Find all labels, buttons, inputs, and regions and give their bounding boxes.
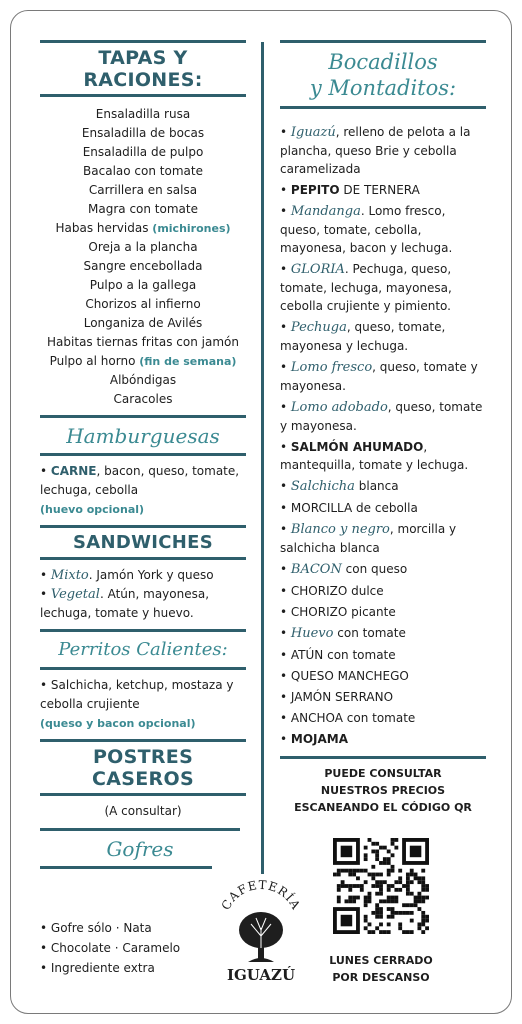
postres-title-line1: POSTRES [92, 746, 194, 768]
gofres-item: • Gofre sólo · Nata [40, 921, 152, 935]
qr-code[interactable] [333, 838, 429, 934]
tapas-item-name: Habitas tiernas fritas con jamón [47, 335, 239, 349]
bocadillo-item-desc: picante [347, 605, 396, 619]
tapas-item [40, 295, 246, 314]
postres-note: (A consultar) [104, 804, 182, 818]
hamburguesa-note: (huevo opcional) [40, 503, 145, 516]
gofres-list [40, 918, 220, 978]
perritos-title: Perritos Calientes: [58, 639, 228, 660]
bocadillo-item-name: BACON [290, 562, 342, 577]
bocadillo-item-desc: con tomate [333, 626, 406, 640]
perritos-desc: • Salchicha, ketchup, mostaza y cebolla crujiente [40, 678, 234, 711]
tapas-item-name: Ensaladilla de bocas [81, 126, 205, 140]
gofres-item: • Chocolate · Caramelo [40, 941, 181, 955]
tapas-item-name: Pulpo al horno [49, 354, 136, 368]
bocadillo-item: • CHORIZO picante [280, 605, 396, 619]
gofres-title: Gofres [106, 837, 174, 861]
tapas-item [40, 124, 246, 143]
logo-bottom-text: IGUAZÚ [226, 966, 296, 984]
logo-top-text: CAFETERÍA [218, 878, 304, 913]
tapas-item-name: Sangre encebollada [83, 259, 203, 273]
bocadillo-item: • Huevo con tomate [280, 626, 406, 641]
bocadillo-item-name: CHORIZO [290, 584, 348, 598]
consult-text [280, 765, 486, 816]
tapas-title [40, 43, 246, 94]
tapas-item [40, 143, 246, 162]
bocadillo-item-desc: , mantequilla, tomate y lechuga. [280, 440, 469, 472]
column-divider [261, 42, 264, 874]
bocadillos-list [280, 123, 486, 748]
consult-line2: NUESTROS PRECIOS [320, 784, 446, 797]
sandwich-item-desc: . Jamón York y queso [88, 568, 214, 582]
perritos-item [40, 676, 246, 733]
rule [280, 756, 486, 759]
svg-text:CAFETERÍA [219, 878, 304, 912]
bocadillo-item-name: Lomo fresco [290, 360, 373, 375]
tapas-item [40, 333, 246, 352]
gofres-item: • Ingrediente extra [40, 961, 155, 975]
cafeteria-iguazu-logo [218, 878, 304, 988]
bullet: • [40, 464, 48, 478]
tapas-item-name: Caracoles [113, 392, 173, 406]
tapas-item-name: Chorizos al infierno [85, 297, 201, 311]
rule [40, 667, 246, 670]
bocadillo-item-desc: , queso, tomate y mayonesa. [280, 360, 478, 393]
bocadillo-item: • PEPITO DE TERNERA [280, 183, 420, 197]
bocadillo-item-desc: , queso, tomate, mayonesa y lechuga. [280, 320, 446, 353]
bocadillo-item-name: MOJAMA [290, 732, 349, 746]
bocadillo-item-name: QUESO MANCHEGO [290, 669, 409, 683]
tapas-item-name: Albóndigas [109, 373, 177, 387]
bocadillos-title-line1: Bocadillos [328, 50, 438, 74]
bocadillo-item-desc: blanca [354, 479, 399, 493]
bocadillo-item-name: CHORIZO [290, 605, 348, 619]
tapas-item [40, 257, 246, 276]
tapas-item-name: Magra con tomate [88, 202, 198, 216]
tapas-item-name: Oreja a la plancha [88, 240, 198, 254]
bocadillo-item: • SALMÓN AHUMADO, mantequilla, tomate y lechuga. [280, 440, 469, 472]
bocadillo-item-name: Huevo [290, 626, 334, 641]
sandwich-item: • Vegetal. Atún, mayonesa, lechuga, tomate y huevo. [40, 587, 210, 620]
rule [40, 866, 212, 869]
sandwiches-title: SANDWICHES [73, 532, 213, 553]
bocadillo-item-desc: con tomate [323, 648, 396, 662]
tapas-list [40, 105, 246, 409]
hamburguesa-desc: , bacon, queso, tomate, lechuga, cebolla [40, 464, 240, 497]
bocadillo-item-name: SALMÓN AHUMADO [290, 440, 424, 454]
tapas-item [40, 314, 246, 333]
bocadillo-item-desc: , relleno de pelota a la plancha, queso Brie y cebolla caramelizada [280, 125, 471, 176]
bocadillos-title-line2: y Montaditos: [309, 76, 457, 100]
bocadillo-item: • BACON con queso [280, 562, 408, 577]
hamburguesa-name: CARNE [50, 464, 97, 478]
bocadillo-item: • ATÚN con tomate [280, 648, 396, 662]
bocadillo-item: • Salchicha blanca [280, 479, 399, 494]
bocadillo-item-name: Iguazú [290, 125, 336, 140]
bocadillo-item-desc: . Lomo fresco, queso, tomate, cebolla, mayonesa, bacon y lechuga. [280, 204, 453, 255]
bocadillo-item: • Blanco y negro, morcilla y salchicha blanca [280, 522, 457, 555]
tapas-title-line2: RACIONES: [83, 69, 203, 91]
tapas-item-name: Ensaladilla rusa [95, 107, 191, 121]
consult-line1: PUEDE CONSULTAR [324, 767, 442, 780]
closed-line1: LUNES CERRADO [329, 954, 433, 967]
tapas-title-line1: TAPAS Y [98, 47, 188, 69]
left-column [40, 40, 246, 869]
consult-line3: ESCANEANDO EL CÓDIGO QR [294, 801, 472, 814]
bocadillos-title [280, 43, 486, 106]
bocadillo-item-desc: DE TERNERA [339, 183, 420, 197]
right-column [280, 40, 486, 816]
tapas-item [40, 181, 246, 200]
rule [280, 106, 486, 109]
tapas-item [40, 162, 246, 181]
tapas-item [40, 371, 246, 390]
tapas-item [40, 238, 246, 257]
sandwich-item-desc: . Atún, mayonesa, lechuga, tomate y huevo. [40, 587, 210, 620]
rule [40, 94, 246, 97]
bocadillo-item: • MORCILLA de cebolla [280, 501, 418, 515]
bocadillo-item: • ANCHOA con tomate [280, 711, 416, 725]
bocadillo-item-name: MORCILLA [290, 501, 353, 515]
tapas-item-note: (michirones) [152, 222, 231, 235]
perritos-note: (queso y bacon opcional) [40, 717, 196, 730]
bocadillo-item: • Mandanga. Lomo fresco, queso, tomate, cebolla, mayonesa, bacon y lechuga. [280, 204, 453, 255]
sandwich-item-name: Mixto [50, 568, 89, 583]
bocadillo-item-name: Lomo adobado [290, 400, 388, 415]
tapas-item [40, 200, 246, 219]
tapas-item-name: Ensaladilla de pulpo [82, 145, 204, 159]
tapas-item-name: Bacalao con tomate [83, 164, 203, 178]
tapas-item-name: Habas hervidas [55, 221, 149, 235]
bocadillo-item: • Lomo fresco, queso, tomate y mayonesa. [280, 360, 478, 393]
bocadillo-item: • CHORIZO dulce [280, 584, 384, 598]
tapas-item-name: Longaniza de Avilés [83, 316, 203, 330]
hamburguesas-title: Hamburguesas [66, 424, 220, 448]
rule [40, 557, 246, 560]
tapas-item [40, 390, 246, 409]
bocadillo-item: • GLORIA. Pechuga, queso, tomate, lechuga, mayonesa, cebolla crujiente y pimiento. [280, 262, 452, 313]
bocadillo-item-name: Blanco y negro [290, 522, 390, 537]
sandwich-list [40, 566, 246, 623]
bocadillo-item-name: GLORIA [290, 262, 345, 277]
tapas-item [40, 352, 246, 371]
bocadillo-item-desc: dulce [347, 584, 384, 598]
bocadillo-item-name: ANCHOA [290, 711, 343, 725]
closed-notice [318, 952, 444, 986]
bocadillo-item-desc: . Pechuga, queso, tomate, lechuga, mayonesa, cebolla crujiente y pimiento. [280, 262, 452, 313]
bocadillo-item-desc: con tomate [342, 711, 416, 725]
postres-title [40, 742, 246, 793]
bocadillo-item-name: Mandanga [290, 204, 361, 219]
hamburguesa-item [40, 462, 246, 519]
bocadillo-item-desc: , morcilla y salchicha blanca [280, 522, 457, 555]
bocadillo-item-name: ATÚN [290, 648, 324, 662]
bocadillo-item-name: Pechuga [290, 320, 347, 335]
bocadillo-item-name: PEPITO [290, 183, 340, 197]
bocadillo-item: • Iguazú, relleno de pelota a la plancha, queso Brie y cebolla caramelizada [280, 125, 471, 176]
tapas-item [40, 219, 246, 238]
bocadillo-item: • Lomo adobado, queso, tomate y mayonesa. [280, 400, 483, 433]
bocadillo-item: • QUESO MANCHEGO [280, 669, 409, 683]
sandwich-item: • Mixto. Jamón York y queso [40, 568, 214, 583]
rule [40, 793, 246, 796]
rule [40, 453, 246, 456]
tapas-item-note: (fin de semana) [139, 355, 237, 368]
sandwich-item-name: Vegetal [50, 587, 100, 602]
bocadillo-item: • JAMÓN SERRANO [280, 690, 394, 704]
bocadillo-item: • Pechuga, queso, tomate, mayonesa y lechuga. [280, 320, 446, 353]
bocadillo-item-name: Salchicha [290, 479, 355, 494]
closed-line2: POR DESCANSO [332, 971, 430, 984]
postres-title-line2: CASEROS [92, 768, 194, 790]
bocadillo-item-desc: , queso, tomate y mayonesa. [280, 400, 483, 433]
tapas-item-name: Pulpo a la gallega [89, 278, 197, 292]
bocadillo-item-desc: de cebolla [352, 501, 418, 515]
tapas-item-name: Carrillera en salsa [88, 183, 198, 197]
bocadillo-item-name: JAMÓN SERRANO [290, 690, 394, 704]
bocadillo-item: • MOJAMA [280, 732, 349, 746]
tapas-item [40, 276, 246, 295]
bocadillo-item-desc: con queso [341, 562, 408, 576]
tapas-item [40, 105, 246, 124]
